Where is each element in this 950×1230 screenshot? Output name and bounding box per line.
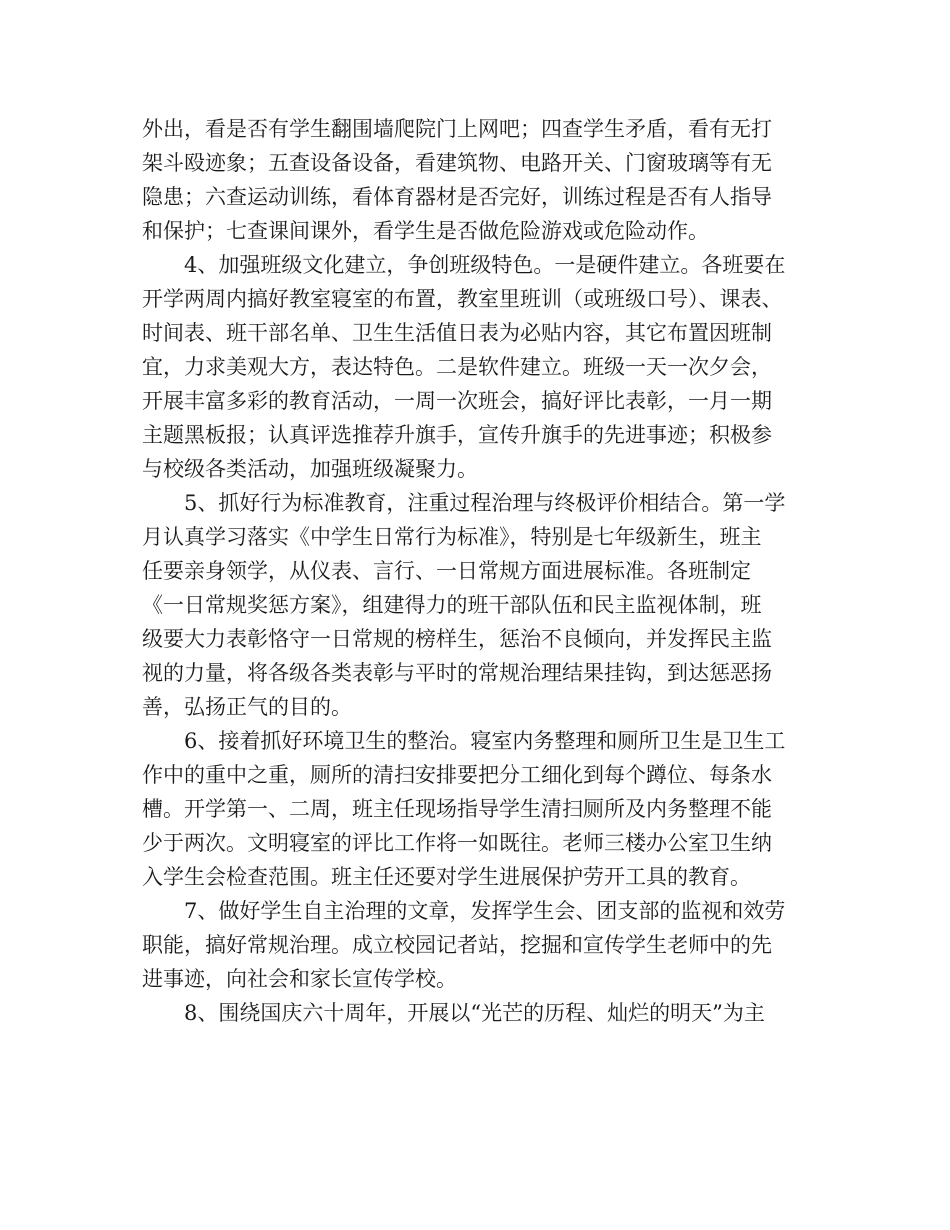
text-line: 月认真学习落实《中学生日常行为标准》，特别是七年级新生，班主 [142,525,762,549]
paragraph-first-line: 6、接着抓好环境卫生的整治。寝室内务整理和厕所卫生是卫生工 [184,729,786,753]
text-line: 少于两次。文明寝室的评比工作将一如既往。老师三楼办公室卫生纳 [142,831,772,855]
paragraph-first-line: 5、抓好行为标准教育，注重过程治理与终极评价相结合。第一学 [184,491,786,515]
text-line: 善，弘扬正气的目的。 [142,695,352,719]
paragraph-first-line: 8、围绕国庆六十周年，开展以“光芒的历程、灿烂的明天”为主 [184,1001,765,1025]
text-line: 入学生会检查范围。班主任还要对学生进展保护劳开工具的教育。 [142,865,751,889]
text-line: 任要亲身领学，从仪表、言行、一日常规方面进展标准。各班制定 [142,559,751,583]
paragraph-first-line: 7、做好学生自主治理的文章，发挥学生会、团支部的监视和效劳 [184,899,786,923]
text-line: 时间表、班干部名单、卫生生活值日表为必贴内容，其它布置因班制 [142,321,772,345]
text-line: 与校级各类活动，加强班级凝聚力。 [142,457,478,481]
text-line: 开展丰富多彩的教育活动，一周一次班会，搞好评比表彰，一月一期 [142,389,772,413]
text-line: 进事迹，向社会和家长宣传学校。 [142,967,457,991]
text-line: 开学两周内搞好教室寝室的布置，教室里班训（或班级口号）、课表、 [142,287,783,311]
text-line: 作中的重中之重，厕所的清扫安排要把分工细化到每个蹲位、每条水 [142,763,772,787]
text-line: 架斗殴迹象；五查设备设备，看建筑物、电路开关、门窗玻璃等有无 [142,151,772,175]
text-line: 《一日常规奖惩方案》，组建得力的班干部队伍和民主监视体制，班 [142,593,762,617]
text-line: 视的力量，将各级各类表彰与平时的常规治理结果挂钩，到达惩恶扬 [142,661,772,685]
text-line: 和保护；七查课间课外，看学生是否做危险游戏或危险动作。 [142,219,709,243]
text-line: 级要大力表彰恪守一日常规的榜样生，惩治不良倾向，并发挥民主监 [142,627,772,651]
text-line: 主题黑板报；认真评选推荐升旗手，宣传升旗手的先进事迹；积极参 [142,423,772,447]
paragraph-first-line: 4、加强班级文化建立，争创班级特色。一是硬件建立。各班要在 [184,253,786,277]
text-line: 职能，搞好常规治理。成立校园记者站，挖掘和宣传学生老师中的先 [142,933,772,957]
text-line: 外出，看是否有学生翻围墙爬院门上网吧；四查学生矛盾，看有无打 [142,117,772,141]
text-line: 宜，力求美观大方，表达特色。二是软件建立。班级一天一次夕会， [142,355,772,379]
body-text [142,112,832,1030]
text-line: 槽。开学第一、二周，班主任现场指导学生清扫厕所及内务整理不能 [142,797,772,821]
text-line: 隐患；六查运动训练，看体育器材是否完好，训练过程是否有人指导 [142,185,772,209]
